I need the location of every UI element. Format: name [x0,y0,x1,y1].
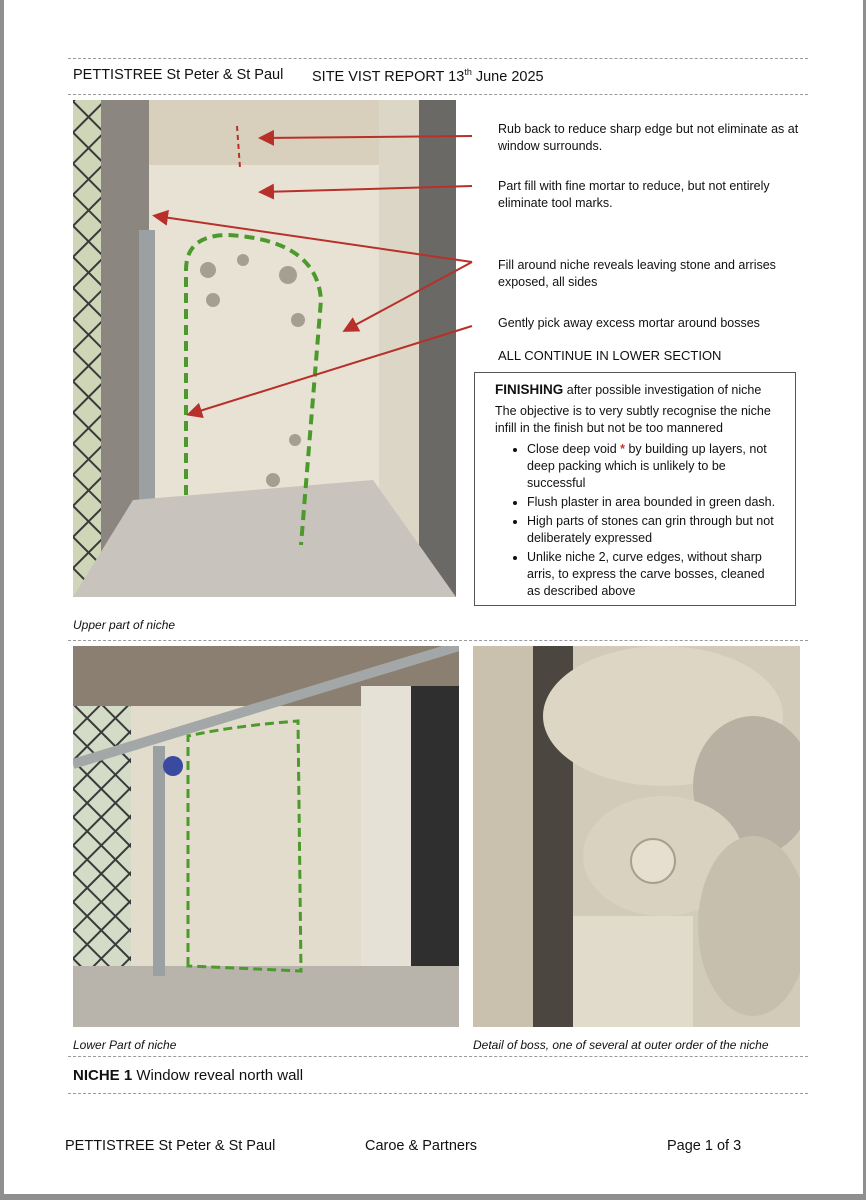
finishing-item: • Flush plaster in area bounded in green dash. [527,494,781,511]
caption-detail: Detail of boss, one of several at outer order of the niche [473,1038,769,1052]
footer-firm: Caroe & Partners [365,1138,478,1154]
annotation-part-fill: Part fill with fine mortar to reduce, but not entirely eliminate tool marks. [498,179,770,210]
finishing-list [495,441,781,600]
annotation-pick-mortar: Gently pick away excess mortar around bosses [498,316,760,330]
finishing-box [474,372,796,606]
header-church: PETTISTREE St Peter & St Paul [73,67,284,83]
footer-page-number: Page 1 of 3 [667,1138,742,1154]
section-rule [68,640,808,641]
annotation-fill-around: Fill around niche reveals leaving stone and arrises exposed, all sides [498,258,776,289]
header-report-title: SITE VIST REPORT 13th June 2025 [312,67,544,85]
boss-detail-photo [473,646,800,1027]
footer-church: PETTISTREE St Peter & St Paul [65,1138,276,1154]
niche-bottom-rule [68,1093,808,1094]
finishing-item: • High parts of stones can grin through but not deliberately expressed [527,513,781,547]
annotation-continue: ALL CONTINUE IN LOWER SECTION [498,348,722,363]
finishing-item: • Unlike niche 2, curve edges, without sharp arris, to express the carve bosses, cleaned as described above [527,549,781,600]
finishing-heading: FINISHING after possible investigation of niche [495,382,762,397]
caption-lower: Lower Part of niche [73,1038,177,1052]
finishing-item: • Close deep void * by building up layers, not deep packing which is unlikely to be successful [527,441,781,492]
niche-title: NICHE 1 Window reveal north wall [73,1067,304,1084]
finishing-objective: The objective is to very subtly recognise the niche infill in the finish but not be too mannered [495,404,771,435]
caption-upper: Upper part of niche [73,618,176,632]
annotation-rub-back: Rub back to reduce sharp edge but not eliminate as at window surrounds. [498,122,799,153]
lower-niche-photo [73,646,459,1027]
report-page [4,0,863,1194]
niche-top-rule [68,1056,808,1057]
